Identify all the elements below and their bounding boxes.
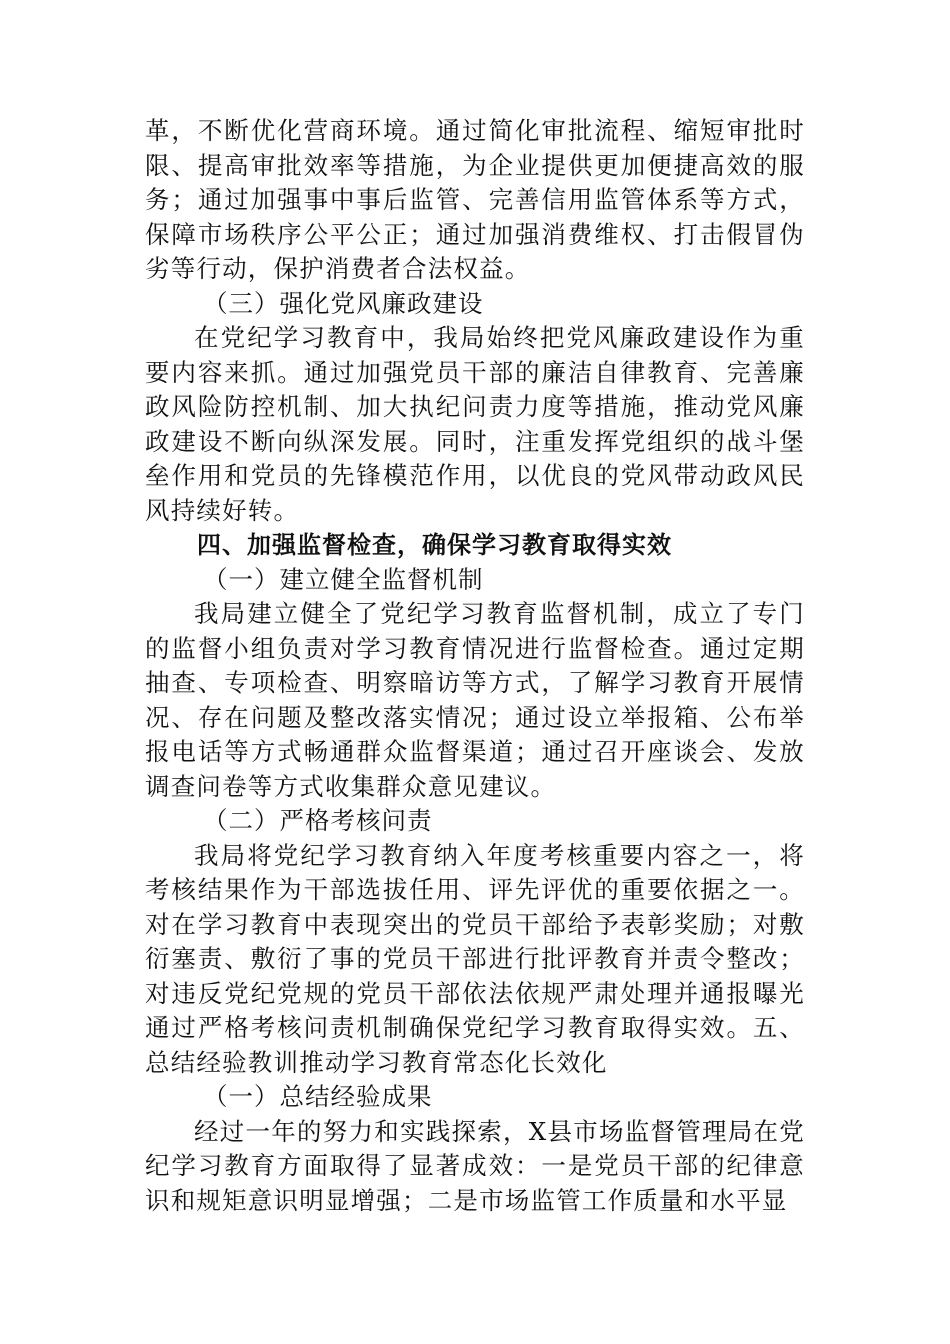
paragraph-integrity: 在党纪学习教育中，我局始终把党风廉政建设作为重要内容来抓。通过加强党员干部的廉洁自律教育、完善廉政风险防控机制、加大执纪问责力度等措施，推动党风廉政建设不断向纵深发展。同时，注重发挥党组织的战斗堡垒作用和党员的先锋模范作用，以优良的党风带动政风民风持续好转。: [145, 323, 805, 525]
paragraph-summarize-results: 经过一年的努力和实践探索，X县市场监督管理局在党纪学习教育方面取得了显著成效：一是党员干部的纪律意识和规矩意识明显增强；二是市场监管工作质量和水平显: [145, 1116, 805, 1215]
paragraph-supervision-mechanism: 我局建立健全了党纪学习教育监督机制，成立了专门的监督小组负责对学习教育情况进行监督检查。通过定期抽查、专项检查、明察暗访等方式，了解学习教育开展情况、存在问题及整改落实情况；通过设立举报箱、公布举报电话等方式畅通群众监督渠道；通过召开座谈会、发放调查问卷等方式收集群众意见建议。: [145, 599, 805, 801]
subheading-strengthen-integrity: （三）强化党风廉政建设: [203, 288, 484, 318]
paragraph-continued: 革，不断优化营商环境。通过简化审批流程、缩短审批时限、提高审批效率等措施，为企业提供更加便捷高效的服务；通过加强事中事后监管、完善信用监管体系等方式，保障市场秩序公平公正；通过加强消费维权、打击假冒伪劣等行动，保护消费者合法权益。: [145, 116, 805, 283]
subheading-supervision-mechanism: （一）建立健全监督机制: [203, 564, 484, 594]
subheading-summarize-results: （一）总结经验成果: [203, 1082, 433, 1111]
subheading-assessment-accountability: （二）严格考核问责: [203, 806, 433, 835]
paragraph-assessment-accountability: 我局将党纪学习教育纳入年度考核重要内容之一，将考核结果作为干部选拔任用、评先评优的重要依据之一。对在学习教育中表现突出的党员干部给予表彰奖励；对敷衍塞责、敷衍了事的党员干部进行批评教育并责令整改；对违反党纪党规的党员干部依法依规严肃处理并通报曝光通过严格考核问责机制确保党纪学习教育取得实效。五、总结经验教训推动学习教育常态化长效化: [145, 840, 805, 1077]
section-heading-supervision: 四、加强监督检查，确保学习教育取得实效: [197, 531, 672, 559]
document-page: [145, 114, 805, 1218]
